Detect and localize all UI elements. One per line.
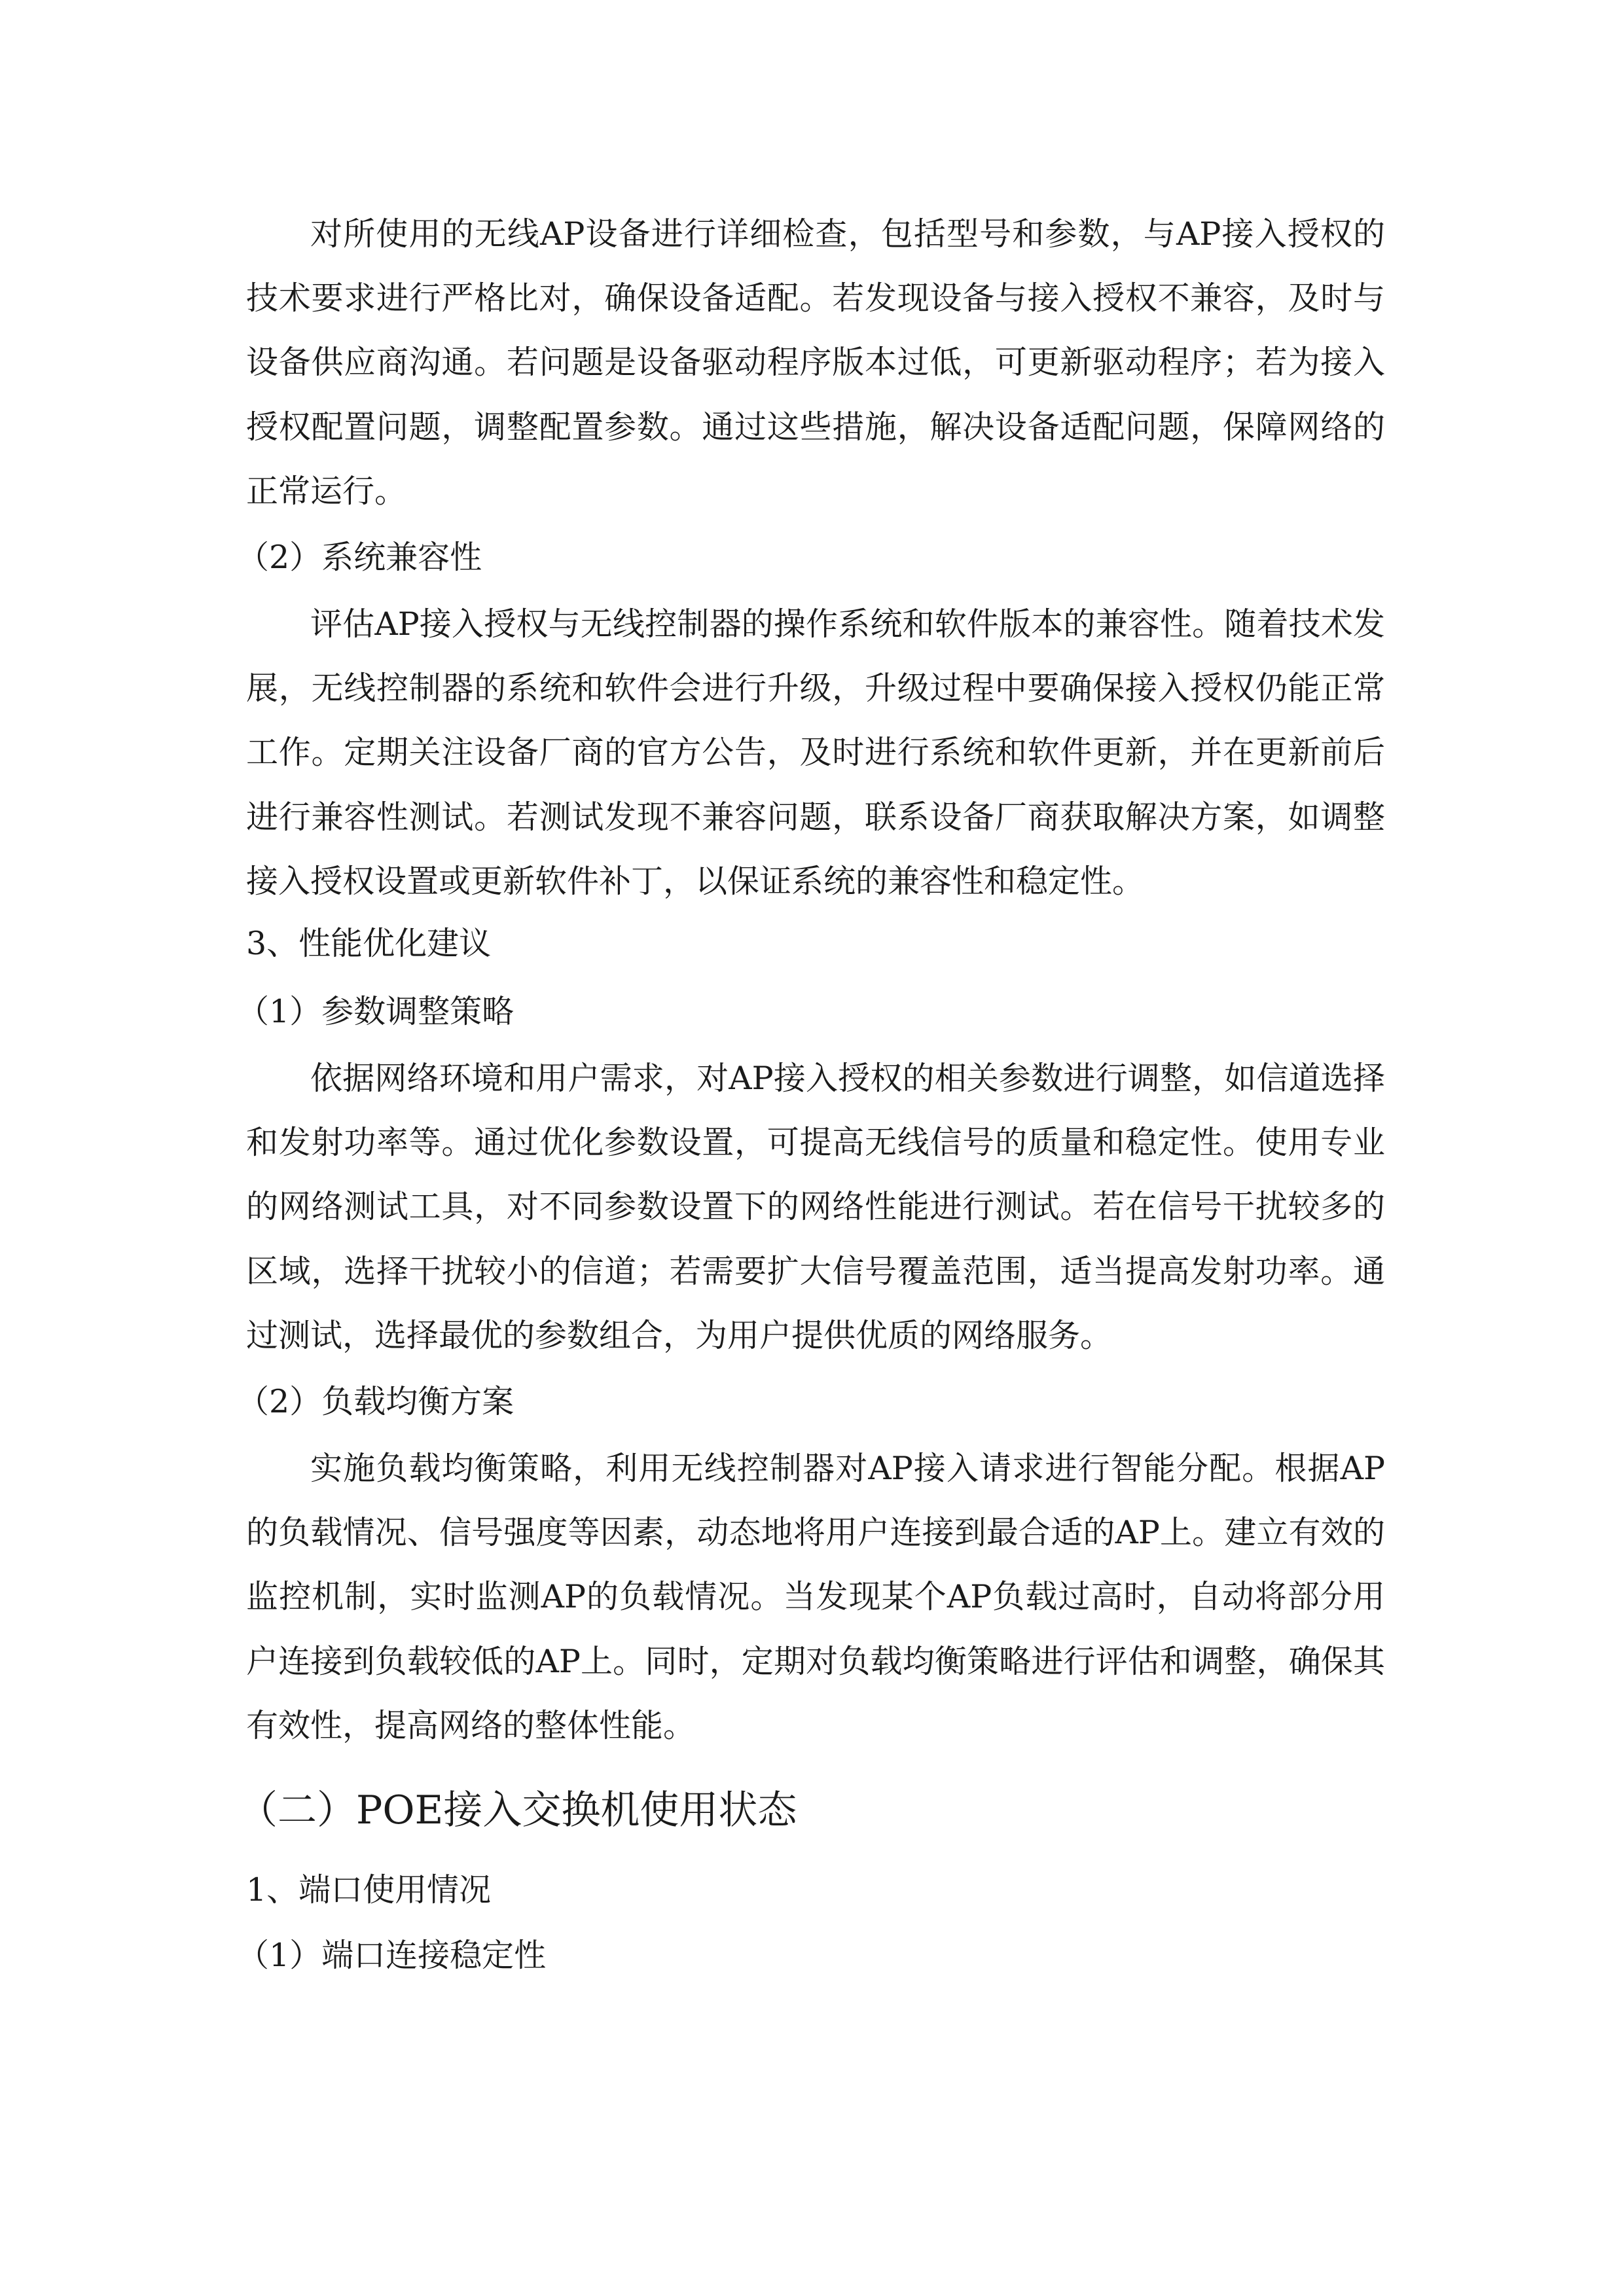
subheading-system-compatibility: （2）系统兼容性 — [237, 539, 482, 576]
heading-performance-optimization: 3、性能优化建议 — [246, 925, 492, 962]
paragraph-device-adaptation: 对所使用的无线AP设备进行详细检查，包括型号和参数，与AP接入授权的技术要求进行严格比对，确保设备适配。若发现设备与接入授权不兼容，及时与设备供应商沟通。若问题是设备驱动程序版本过低，可更新驱动程序；若为接入授权配置问题，调整配置参数。通过这些措施，解决设备适配问题，保障网络的正常运行。 — [246, 215, 1385, 510]
subheading-port-connection-stability: （1）端口连接稳定性 — [237, 1937, 547, 1974]
section-title-poe-switch: （二）POE接入交换机使用状态 — [238, 1787, 797, 1833]
paragraph-system-compatibility: 评估AP接入授权与无线控制器的操作系统和软件版本的兼容性。随着技术发展，无线控制器的系统和软件会进行升级，升级过程中要确保接入授权仍能正常工作。定期关注设备厂商的官方公告，及时进行系统和软件更新，并在更新前后进行兼容性测试。若测试发现不兼容问题，联系设备厂商获取解决方案，如调整接入授权设置或更新软件补丁，以保证系统的兼容性和稳定性。 — [246, 605, 1385, 900]
subheading-parameter-adjustment: （1）参数调整策略 — [237, 993, 514, 1030]
paragraph-parameter-adjustment: 依据网络环境和用户需求，对AP接入授权的相关参数进行调整，如信道选择和发射功率等。通过优化参数设置，可提高无线信号的质量和稳定性。使用专业的网络测试工具，对不同参数设置下的网络性能进行测试。若在信号干扰较多的区域，选择干扰较小的信道；若需要扩大信号覆盖范围，适当提高发射功率。通过测试，选择最优的参数组合，为用户提供优质的网络服务。 — [246, 1060, 1385, 1354]
subheading-load-balancing: （2）负载均衡方案 — [237, 1383, 514, 1420]
paragraph-load-balancing: 实施负载均衡策略，利用无线控制器对AP接入请求进行智能分配。根据AP的负载情况、信号强度等因素，动态地将用户连接到最合适的AP上。建立有效的监控机制，实时监测AP的负载情况。当发现某个AP负载过高时，自动将部分用户连接到负载较低的AP上。同时，定期对负载均衡策略进行评估和调整，确保其有效性，提高网络的整体性能。 — [246, 1450, 1385, 1744]
heading-port-usage: 1、端口使用情况 — [246, 1871, 492, 1909]
